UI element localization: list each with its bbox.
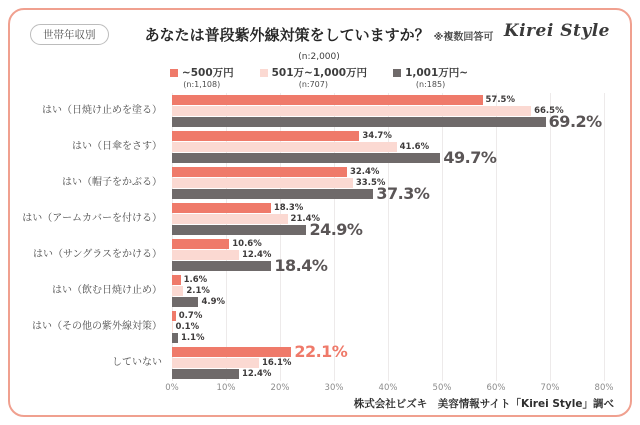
chart-legend	[22, 65, 616, 91]
value-label: 66.5%	[534, 105, 564, 116]
legend-sample-size: (n:1,108)	[183, 80, 221, 89]
value-label: 1.1%	[180, 332, 205, 343]
x-tick-label: 10%	[216, 383, 236, 393]
bar	[172, 106, 531, 116]
bar	[172, 167, 347, 177]
x-tick-label: 0%	[165, 383, 179, 393]
bar	[172, 297, 198, 307]
chart-row	[22, 273, 616, 309]
bar	[172, 95, 483, 105]
value-label: 18.4%	[274, 256, 328, 275]
value-label: 41.6%	[399, 141, 430, 152]
sample-size-note: (n:2,000)	[298, 52, 340, 62]
value-label: 21.4%	[290, 213, 321, 224]
bar	[172, 189, 373, 199]
category-label: はい（アームカバーを付ける）	[22, 213, 162, 225]
category-label: はい（日傘をさす）	[72, 141, 162, 153]
category-label: はい（その他の紫外線対策）	[32, 321, 162, 333]
value-label: 0.1%	[175, 321, 200, 332]
multiple-answers-note: ※複数回答可	[433, 32, 494, 43]
bar	[172, 333, 178, 343]
bar	[172, 142, 397, 152]
value-label: 32.4%	[349, 166, 380, 177]
bar	[172, 369, 239, 379]
bar	[172, 131, 359, 141]
x-tick-label: 30%	[324, 383, 344, 393]
category-label: はい（サングラスをかける）	[33, 249, 162, 261]
bar	[172, 239, 229, 249]
bar-chart	[22, 93, 616, 395]
chart-rows	[22, 93, 616, 381]
legend-label: 501万~1,000万円	[271, 67, 368, 79]
value-label: 33.5%	[355, 177, 386, 188]
chart-row	[22, 93, 616, 129]
x-tick-label: 50%	[432, 383, 452, 393]
chart-row	[22, 237, 616, 273]
bar	[172, 178, 353, 188]
legend-swatch-icon	[393, 69, 401, 77]
bar	[172, 261, 271, 271]
chart-card	[8, 8, 632, 417]
legend-item	[170, 65, 234, 91]
chart-row	[22, 201, 616, 237]
x-tick-label: 20%	[270, 383, 290, 393]
bar	[172, 347, 291, 357]
bar	[172, 311, 176, 321]
value-label: 16.1%	[261, 357, 292, 368]
legend-sample-size: (n:185)	[415, 80, 446, 89]
legend-swatch-icon	[170, 69, 178, 77]
header	[22, 18, 616, 52]
value-label: 0.7%	[178, 310, 203, 321]
value-label: 10.6%	[232, 238, 262, 249]
value-label: 4.9%	[201, 296, 226, 307]
bar	[172, 275, 181, 285]
x-tick-label: 70%	[540, 383, 560, 393]
x-tick-label: 60%	[486, 383, 506, 393]
legend-label: 1,001万円~	[405, 67, 469, 79]
bar	[172, 117, 546, 127]
category-label: はい（飲む日焼け止め）	[52, 285, 162, 297]
bar	[172, 286, 183, 296]
chart-row	[22, 342, 616, 381]
legend-item	[393, 65, 468, 91]
bar	[172, 358, 259, 368]
chart-title: あなたは普段紫外線対策をしていますか？	[144, 26, 430, 44]
value-label: 69.2%	[548, 112, 602, 131]
legend-item	[260, 65, 367, 91]
value-label: 2.1%	[186, 285, 210, 296]
legend-label: ~500万円	[181, 67, 234, 79]
category-label: はい（日焼け止めを塗る）	[42, 105, 162, 117]
bar	[172, 203, 271, 213]
bar	[172, 153, 440, 163]
source-credit: 株式会社ビズキ 美容情報サイト「Kirei Style」調べ	[353, 398, 614, 410]
value-label: 57.5%	[485, 94, 515, 105]
kirei-style-logo: Kirei Style	[503, 21, 610, 41]
income-category-badge: 世帯年収別	[30, 24, 109, 45]
legend-swatch-icon	[260, 69, 268, 77]
legend-sample-size: (n:707)	[298, 80, 328, 89]
bar	[172, 250, 239, 260]
x-tick-label: 40%	[378, 383, 398, 393]
value-label: 24.9%	[309, 220, 363, 239]
x-tick-label: 80%	[594, 383, 614, 393]
value-label: 12.4%	[241, 249, 272, 260]
value-label: 1.6%	[183, 274, 208, 285]
bar	[172, 322, 173, 332]
value-label: 37.3%	[376, 184, 430, 203]
bar	[172, 225, 306, 235]
category-label: はい（帽子をかぶる）	[62, 177, 162, 189]
chart-row	[22, 165, 616, 201]
value-label: 34.7%	[362, 130, 392, 141]
value-label: 18.3%	[273, 202, 304, 213]
chart-row	[22, 129, 616, 165]
value-label: 12.4%	[241, 368, 272, 379]
bar	[172, 214, 288, 224]
value-label: 22.1%	[294, 342, 348, 361]
x-axis	[165, 381, 614, 395]
category-label: していない	[112, 357, 162, 369]
value-label: 49.7%	[443, 148, 497, 167]
chart-row	[22, 309, 616, 345]
